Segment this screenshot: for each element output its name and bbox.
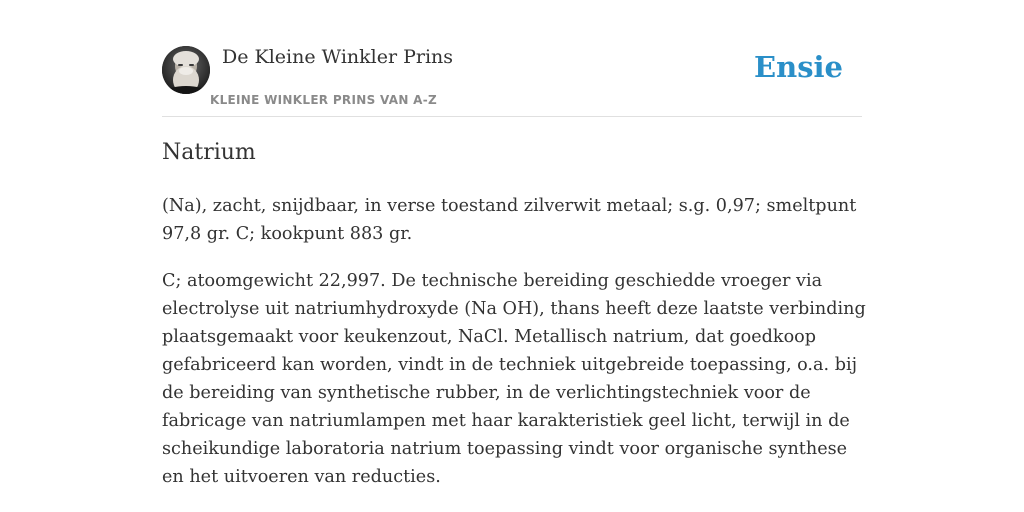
entry-title: Natrium <box>162 140 256 165</box>
entry-paragraph-1: (Na), zacht, snijdbaar, in verse toestand zilverwit metaal; s.g. 0,97; smeltpunt 97,8 gr. C; kookpunt 883 gr. <box>162 196 857 244</box>
entry-paragraph-2: C; atoomgewicht 22,997. De technische bereiding geschiedde vroeger via electrolyse uit natriumhydroxyde (Na OH), thans heeft deze laatste verbinding plaatsgemaakt voor keukenzout, NaCl. Metallisch natrium, dat goedkoop gefabriceerd kan worden, vindt in de techniek uitgebreide toepassing, o.a. bij de bereiding van synthetische rubber, in de verlichtingstechniek voor de fabricage van natriumlampen met haar karakteristiek geel licht, terwijl in de scheikundige laboratoria natrium toepassing vindt voor organische synthese en het uitvoeren van reducties. <box>162 271 866 487</box>
header <box>162 40 862 117</box>
author-portrait-icon <box>162 46 210 94</box>
avatar[interactable] <box>162 46 210 94</box>
source-subtitle: KLEINE WINKLER PRINS VAN A-Z <box>210 93 438 107</box>
source-name-link[interactable]: De Kleine Winkler Prins <box>222 46 454 68</box>
brand-logo[interactable]: Ensie <box>754 50 843 84</box>
